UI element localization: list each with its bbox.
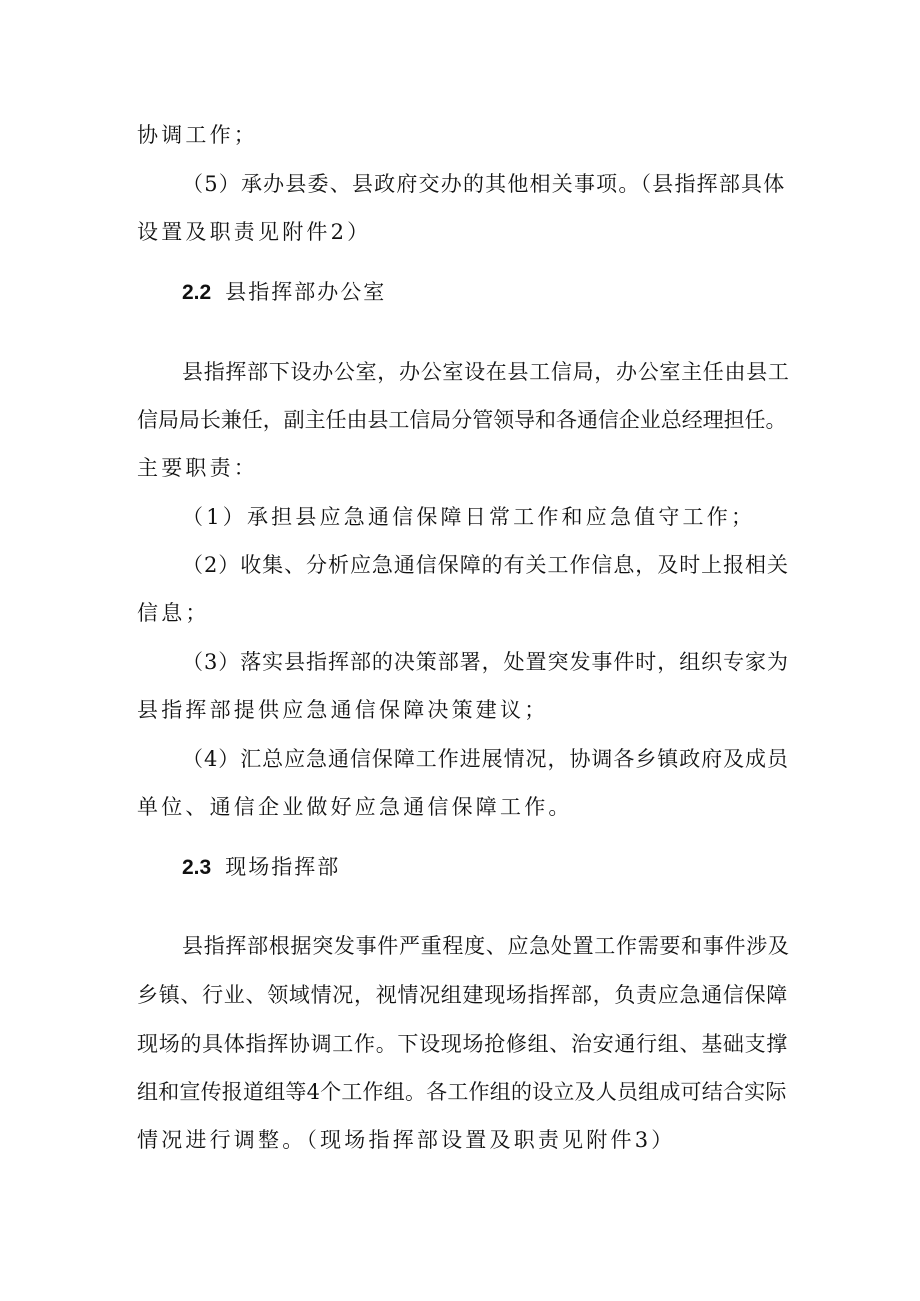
text-line: 县指挥部提供应急通信保障决策建议； (137, 698, 549, 722)
text-line: 组和宣传报道组等4个工作组。各工作组的设立及人员组成可结合实际 (137, 1080, 787, 1104)
section-number: 2.3 (182, 856, 212, 879)
section-title: 县指挥部办公室 (225, 280, 387, 304)
text-line: 单位、通信企业做好应急通信保障工作。 (137, 795, 573, 819)
section-heading-2-3 (182, 853, 340, 882)
section-number: 2.2 (182, 281, 212, 304)
text-line: （5）承办县委、县政府交办的其他相关事项。（县指挥部具体 (182, 172, 786, 196)
text-line: 县指挥部下设办公室，办公室设在县工信局，办公室主任由县工 (182, 360, 790, 384)
section-title: 现场指挥部 (225, 855, 341, 879)
section-heading-2-2 (182, 278, 386, 307)
text-line: 协调工作； (137, 123, 258, 147)
duty-item: （2）收集、分析应急通信保障的有关工作信息，及时上报相关 (182, 553, 789, 577)
text-line: 情况进行调整。（现场指挥部设置及职责见附件3） (137, 1128, 676, 1152)
duty-item: （4）汇总应急通信保障工作进展情况，协调各乡镇政府及成员 (182, 747, 789, 771)
text-line: 信息； (137, 601, 210, 625)
duty-item: （3）落实县指挥部的决策部署，处置突发事件时，组织专家为 (182, 650, 789, 674)
text-line: 县指挥部根据突发事件严重程度、应急处置工作需要和事件涉及 (182, 934, 790, 958)
text-line: 乡镇、行业、领域情况，视情况组建现场指挥部，负责应急通信保障 (137, 983, 788, 1007)
text-line: 现场的具体指挥协调工作。下设现场抢修组、治安通行组、基础支撑 (137, 1032, 788, 1056)
text-line: 主要职责： (137, 456, 258, 480)
text-line: 设置及职责见附件2） (137, 220, 372, 244)
text-line: 信局局长兼任，副主任由县工信局分管领导和各通信企业总经理担任。 (137, 408, 787, 432)
duty-item: （1）承担县应急通信保障日常工作和应急值守工作； (182, 505, 756, 529)
